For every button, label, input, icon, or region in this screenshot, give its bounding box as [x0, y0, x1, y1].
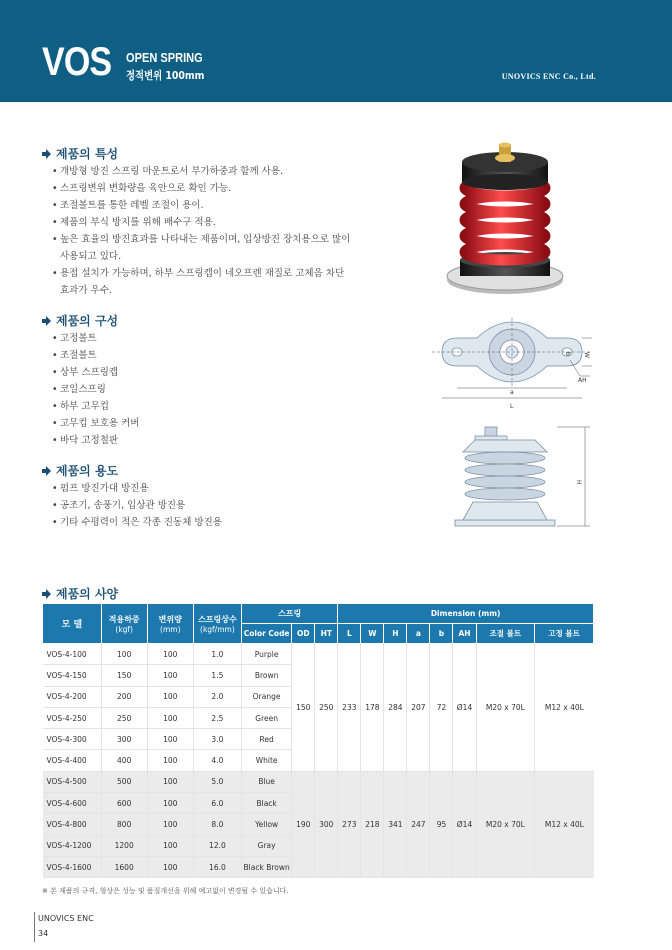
- diagram-label-b: b: [564, 352, 571, 356]
- list-item: • 공조기, 송풍기, 입상관 방진용: [52, 497, 222, 514]
- table-row: VOS-4-600 600 100 6.0 Black: [43, 793, 594, 814]
- list-item: • 높은 효율의 방진효과를 나타내는 제품이며, 입상방진 장치용으로 많이: [52, 231, 382, 248]
- product-subtitle-en: OPEN SPRING: [126, 50, 203, 65]
- list-item: • 하부 고무컵: [52, 398, 139, 415]
- spec-title: 제품의 사양: [56, 587, 119, 601]
- product-photo: [440, 140, 570, 305]
- header-a: a: [407, 624, 430, 644]
- spec-note: ※ 본 제품의 규격, 형상은 성능 및 품질개선을 위해 예고없이 변경될 수 있습니다.: [42, 887, 289, 895]
- header-w: W: [361, 624, 384, 644]
- header-b: b: [430, 624, 453, 644]
- diagram-label-a: a: [510, 389, 514, 396]
- header-adjust-bolt: 조절 볼트: [476, 624, 535, 644]
- list-item: • 용접 설치가 가능하며, 하부 스프링캡이 네오프렌 재질로 고체음 차단: [52, 265, 382, 282]
- table-row: VOS-4-400 400 100 4.0 White: [43, 750, 594, 771]
- usage-heading: [42, 462, 118, 479]
- features-heading: [42, 145, 118, 162]
- list-item: • 기타 수평력이 적은 각종 진동체 방진용: [52, 514, 222, 531]
- header-h: H: [384, 624, 407, 644]
- table-row: VOS-4-500 500 100 5.0 Blue 190 300 273 218 341 247 95 Ø14 M20 x 70L M12 x 40L: [43, 771, 594, 792]
- arrow-right-icon: [42, 149, 51, 159]
- header-od: OD: [292, 624, 315, 644]
- table-row: VOS-4-250 250 100 2.5 Green: [43, 707, 594, 728]
- composition-list: [52, 330, 139, 449]
- footer-divider: [34, 912, 35, 942]
- product-code: VOS: [42, 40, 112, 84]
- diagram-label-l: L: [510, 403, 514, 410]
- spec-heading: [42, 585, 118, 602]
- usage-title: 제품의 용도: [56, 464, 119, 478]
- arrow-right-icon: [42, 589, 51, 599]
- table-row: VOS-4-200 200 100 2.0 Orange: [43, 686, 594, 707]
- usage-list: [52, 480, 222, 531]
- list-item: • 제품의 부식 방지를 위해 배수구 적용.: [52, 214, 382, 231]
- table-row: VOS-4-1600 1600 100 16.0 Black Brown: [43, 856, 594, 877]
- header-dimension: Dimension (mm): [338, 604, 594, 624]
- header-fix-bolt: 고정 볼트: [535, 624, 594, 644]
- header-model: 모 델: [43, 604, 102, 644]
- diagram-label-w: W: [583, 352, 590, 358]
- list-item: • 조절볼트를 통한 레벨 조절이 용이.: [52, 197, 382, 214]
- spec-table: [42, 603, 594, 878]
- arrow-right-icon: [42, 316, 51, 326]
- header-color: Color Code: [241, 624, 291, 644]
- list-item: • 스프링변위 변화량을 육안으로 확인 가능.: [52, 180, 382, 197]
- table-row: VOS-4-300 300 100 3.0 Red: [43, 729, 594, 750]
- top-view-diagram: [432, 318, 592, 418]
- side-view-diagram: [445, 424, 595, 534]
- header-spring-constant: 스프링상수 (kgf/mm): [193, 604, 241, 644]
- header-ht: HT: [315, 624, 338, 644]
- header-load: 적용하중 (kgf): [101, 604, 147, 644]
- list-item: • 바닥 고정철판: [52, 432, 139, 449]
- product-subtitle-ko: 정적변위 100mm: [126, 69, 205, 82]
- list-item-continued: 효과가 우수.: [60, 285, 112, 296]
- diagram-label-h: H: [575, 480, 582, 485]
- header-displacement: 변위량 (mm): [147, 604, 193, 644]
- company-name: UNOVICS ENC Co., Ltd.: [501, 72, 596, 81]
- diagram-label-ah: AH: [578, 377, 587, 384]
- list-item: • 코일스프링: [52, 381, 139, 398]
- table-row: VOS-4-1200 1200 100 12.0 Gray: [43, 835, 594, 856]
- table-row: VOS-4-150 150 100 1.5 Brown: [43, 665, 594, 686]
- list-item: • 조절볼트: [52, 347, 139, 364]
- list-item: • 고정볼트: [52, 330, 139, 347]
- composition-heading: [42, 312, 118, 329]
- features-list: [52, 163, 382, 299]
- list-item: • 펌프 방진가대 방진용: [52, 480, 222, 497]
- arrow-right-icon: [42, 466, 51, 476]
- list-item-continued: 사용되고 있다.: [60, 251, 122, 262]
- header-l: L: [338, 624, 361, 644]
- features-title: 제품의 특성: [56, 147, 119, 161]
- header-spring: 스프링: [241, 604, 337, 624]
- list-item: • 상부 스프링캡: [52, 364, 139, 381]
- header-ah: AH: [453, 624, 476, 644]
- table-row: VOS-4-800 800 100 8.0 Yellow: [43, 814, 594, 835]
- page-header: [0, 0, 672, 102]
- list-item: • 개방형 방진 스프링 마운트로서 부가하중과 함께 사용.: [52, 163, 382, 180]
- list-item: • 고무컵 보호용 커버: [52, 415, 139, 432]
- composition-title: 제품의 구성: [56, 314, 119, 328]
- table-row: VOS-4-100 100 100 1.0 Purple 150 250 233 178 284 207 72 Ø14 M20 x 70L M12 x 40L: [43, 644, 594, 665]
- page-number: 34: [38, 929, 49, 938]
- footer-company: UNOVICS ENC: [38, 914, 94, 923]
